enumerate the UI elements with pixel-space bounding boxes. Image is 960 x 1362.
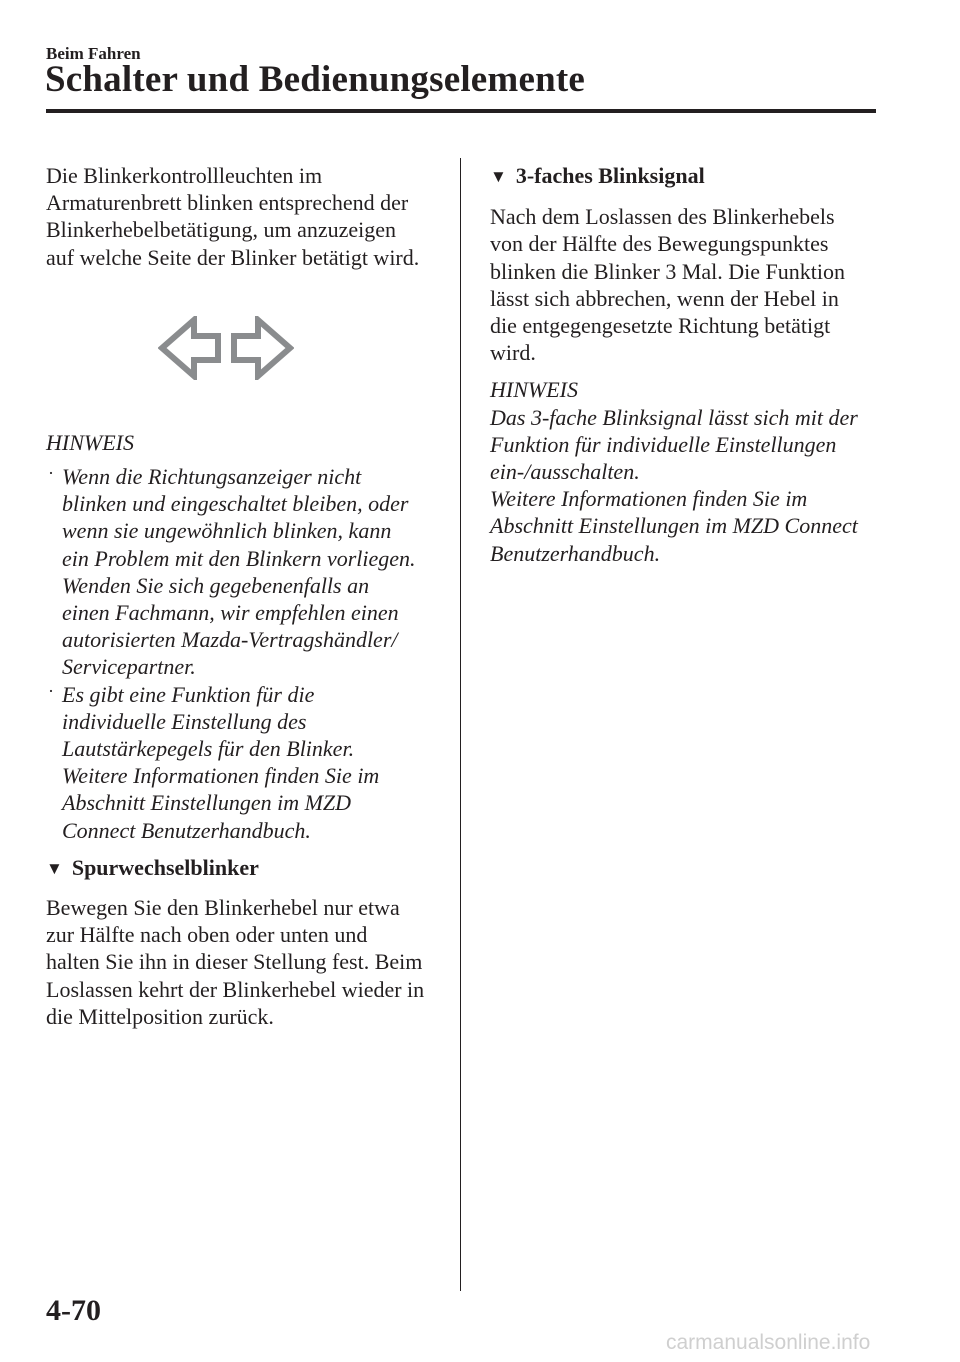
note-line: wenn sie ungewöhnlich blinken, kann [62, 518, 392, 544]
note-line: Wenn die Richtungsanzeiger nicht [62, 464, 362, 490]
note-line: Weitere Informationen finden Sie im [62, 763, 380, 789]
column-divider [460, 158, 461, 1291]
note-line: Weitere Informationen finden Sie im [490, 486, 808, 512]
body-line: Bewegen Sie den Blinkerhebel nur etwa [46, 895, 400, 921]
chapter-title: Schalter und Bedienungselemente [45, 59, 585, 100]
triangle-down-icon: ▼ [46, 858, 63, 878]
intro-paragraph [46, 162, 446, 271]
body-line: wird. [490, 340, 536, 366]
note-line: Wenden Sie sich gegebenenfalls an [62, 572, 370, 598]
watermark: carmanualsonline.info [666, 1331, 871, 1354]
note-line: ein Problem mit den Blinkern vorliegen. [62, 545, 416, 571]
intro-line: Blinkerhebelbetätigung, um anzuzeigen [46, 217, 397, 243]
intro-line: auf welche Seite der Blinker betätigt wird. [46, 244, 420, 270]
left-column [46, 162, 446, 1030]
note-line: individuelle Einstellung des [62, 708, 307, 734]
triangle-down-icon: ▼ [490, 167, 507, 186]
note-line: Servicepartner. [62, 654, 196, 680]
note-line: Funktion für individuelle Einstellungen [490, 431, 837, 457]
note-line: Abschnitt Einstellungen im MZD Connect [490, 513, 858, 539]
note-paragraph [490, 404, 880, 567]
page-number: 4-70 [46, 1294, 101, 1327]
body-line: zur Hälfte nach oben oder unten und [46, 922, 368, 948]
note-line: blinken und eingeschaltet bleiben, oder [62, 491, 409, 517]
note-line: Lautstärkepegels für den Blinker. [62, 736, 355, 762]
sub-heading-text: Spurwechselblinker [71, 854, 259, 880]
sub-heading-lane-change [46, 854, 446, 881]
note-line: Connect Benutzerhandbuch. [62, 817, 311, 843]
note-line: ein-/ausschalten. [490, 459, 640, 485]
note-line: Das 3-fache Blinksignal lässt sich mit der [490, 404, 858, 430]
note-item [46, 463, 446, 681]
turn-signal-indicator-illustration [46, 271, 446, 425]
body-line: von der Hälfte des Bewegungspunktes [490, 231, 829, 257]
note-line: einen Fachmann, wir empfehlen einen [62, 600, 399, 626]
body-line: Nach dem Loslassen des Blinkerhebels [490, 204, 835, 230]
bullet-dot: · [48, 680, 54, 701]
note-line: autorisierten Mazda-Vertragshändler/ [62, 627, 398, 653]
right-column [490, 162, 880, 567]
turn-signal-left-arrow-icon [162, 320, 218, 376]
turn-signal-right-arrow-icon [234, 320, 290, 376]
triple-blink-paragraph [490, 203, 880, 366]
bullet-dot: · [48, 463, 54, 484]
turn-signal-arrows [158, 316, 294, 380]
note-title: HINWEIS [46, 429, 134, 455]
intro-line: Die Blinkerkontrollleuchten im [46, 163, 323, 188]
note-list [46, 463, 446, 844]
intro-line: Armaturenbrett blinken entsprechend der [46, 190, 409, 216]
body-line: Loslassen kehrt der Blinkerhebel wieder in [46, 976, 425, 1002]
sub-heading-triple-blink [490, 162, 880, 189]
note-item [46, 681, 446, 844]
body-line: die entgegengesetzte Richtung betätigt [490, 313, 831, 339]
section-label: Beim Fahren [46, 44, 141, 63]
note-title: HINWEIS [490, 377, 578, 403]
note-line: Es gibt eine Funktion für die [62, 681, 315, 707]
body-line: die Mittelposition zurück. [46, 1003, 274, 1029]
sub-heading-text: 3-faches Blinksignal [515, 163, 705, 188]
lane-change-paragraph [46, 894, 446, 1030]
body-line: halten Sie ihn in dieser Stellung fest. Beim [46, 949, 423, 975]
note-line: Abschnitt Einstellungen im MZD [62, 790, 352, 816]
body-line: lässt sich abbrechen, wenn der Hebel in [490, 285, 839, 311]
body-line: blinken die Blinker 3 Mal. Die Funktion [490, 258, 846, 284]
title-rule [46, 109, 876, 113]
note-line: Benutzerhandbuch. [490, 540, 661, 566]
